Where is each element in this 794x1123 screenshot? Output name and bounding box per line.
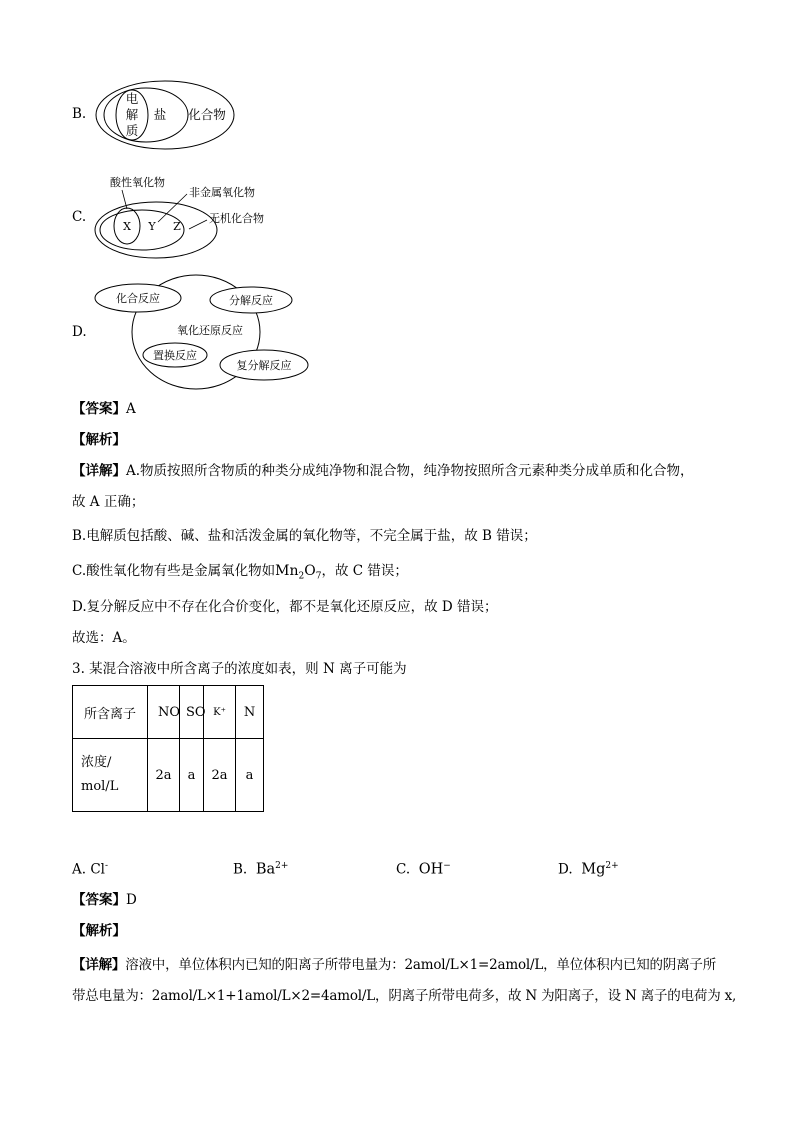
detail-text-4-pre: C.酸性氧化物有些是金属氧化物如 bbox=[72, 563, 276, 579]
q2-analysis-tag: 【解析】 bbox=[72, 432, 126, 448]
compound-label: 化合物 bbox=[188, 107, 226, 122]
table-cell: a bbox=[236, 739, 264, 812]
option-d-value: Mg bbox=[581, 861, 606, 878]
x-label: X bbox=[123, 220, 131, 233]
diagram-c bbox=[92, 172, 292, 264]
redox-label: 氧化还原反应 bbox=[177, 324, 243, 337]
option-b-sup: 2+ bbox=[275, 861, 289, 871]
q2-detail-line-2: 故 A 正确； bbox=[72, 494, 145, 510]
option-a-sup: - bbox=[105, 861, 109, 871]
q2-detail-line-1 bbox=[72, 461, 694, 481]
diagram-b bbox=[90, 78, 250, 152]
displacement-label: 置换反应 bbox=[153, 349, 197, 362]
detail-text-1: A.物质按照所含物质的种类分成纯净物和混合物，纯净物按照所含元素种类分成单质和化合物， bbox=[126, 463, 694, 479]
table-cell: a bbox=[180, 739, 204, 812]
option-c-sup: − bbox=[443, 861, 451, 871]
nonmetal-oxide-pointer bbox=[158, 194, 187, 222]
decomposition-label: 分解反应 bbox=[229, 294, 273, 307]
q2-detail-line-5: D.复分解反应中不存在化合价变化，都不是氧化还原反应，故 D 错误； bbox=[72, 599, 498, 615]
table-header-cell: K⁺ bbox=[204, 686, 236, 739]
table-label-cell bbox=[73, 739, 148, 812]
option-a-label: A. bbox=[72, 861, 87, 878]
detail-tag: 【详解】 bbox=[72, 957, 126, 973]
q2-detail-line-3: B.电解质包括酸、碱、盐和活泼金属的氧化物等，不完全属于盐，故 B 错误； bbox=[72, 528, 537, 544]
answer-tag: 【答案】 bbox=[72, 401, 126, 417]
y-label: Y bbox=[148, 220, 156, 233]
q3-option-d bbox=[558, 856, 619, 880]
q2-answer bbox=[72, 399, 136, 419]
nonmetal-oxide-label: 非金属氧化物 bbox=[189, 186, 255, 199]
electrolyte-char-2: 解 bbox=[125, 107, 139, 122]
detail-text-4-post: ，故 C 错误； bbox=[321, 563, 408, 579]
answer-value: A bbox=[126, 401, 136, 417]
salt-label: 盐 bbox=[153, 107, 167, 122]
unit-label: mol/L bbox=[81, 779, 119, 794]
double-decomposition-label: 复分解反应 bbox=[236, 359, 292, 372]
q3-stem: 3. 某混合溶液中所含离子的浓度如表，则 N 离子可能为 bbox=[72, 661, 407, 677]
concentration-label: 浓度/ bbox=[81, 755, 112, 770]
table-header-cell: N bbox=[236, 686, 264, 739]
electrolyte-char-3: 质 bbox=[125, 123, 139, 138]
table-cell: 2a bbox=[148, 739, 180, 812]
option-b-value: Ba bbox=[255, 861, 276, 878]
q3-option-c bbox=[396, 856, 451, 880]
answer-tag: 【答案】 bbox=[72, 892, 126, 908]
option-c-value: OH bbox=[418, 861, 444, 878]
inorganic-label: 无机化合物 bbox=[209, 212, 264, 225]
formula-o: O bbox=[304, 563, 316, 579]
diagram-d bbox=[92, 270, 314, 392]
option-b-label: B. bbox=[72, 106, 87, 122]
middle-ellipse-nonmetal-oxide bbox=[100, 210, 184, 250]
combination-label: 化合反应 bbox=[116, 292, 160, 305]
formula-o-sub: 7 bbox=[315, 571, 322, 582]
q2-detail-line-6: 故选：A。 bbox=[72, 630, 136, 646]
detail-tag: 【详解】 bbox=[72, 463, 126, 479]
option-d-label: D. bbox=[72, 324, 87, 340]
electrolyte-char-1: 电 bbox=[125, 91, 139, 106]
q3-detail-line-1 bbox=[72, 955, 716, 975]
option-c-label: C. bbox=[396, 861, 411, 878]
table-header-cell: 所含离子 bbox=[73, 686, 148, 739]
acidic-oxide-label: 酸性氧化物 bbox=[110, 176, 165, 189]
ion-concentration-table bbox=[72, 685, 264, 812]
option-d-label: D. bbox=[558, 861, 573, 878]
option-b-label: B. bbox=[233, 861, 248, 878]
q3-answer bbox=[72, 890, 137, 910]
middle-ellipse-salt bbox=[104, 88, 188, 142]
option-d-sup: 2+ bbox=[605, 861, 619, 871]
detail-text-1: 溶液中，单位体积内已知的阳离子所带电量为：2amol/L×1=2amol/L，单位体积内已知的阴离子所 bbox=[125, 957, 717, 973]
outer-ellipse-inorganic bbox=[95, 202, 217, 258]
option-c-label: C. bbox=[72, 209, 87, 225]
formula-mn: Mn bbox=[275, 563, 299, 579]
table-row bbox=[73, 686, 264, 739]
answer-value: D bbox=[126, 892, 137, 908]
q3-detail-line-2: 带总电量为：2amol/L×1+1amol/L×2=4amol/L，阴离子所带电荷多，故 N 为阳离子，设 N 离子的电荷为 x, bbox=[72, 988, 737, 1004]
z-label: Z bbox=[173, 220, 181, 233]
q3-analysis-tag: 【解析】 bbox=[72, 923, 126, 939]
inorganic-pointer bbox=[189, 220, 207, 229]
q3-option-b bbox=[233, 856, 288, 880]
formula-mn-sub: 2 bbox=[298, 571, 305, 582]
table-cell: 2a bbox=[204, 739, 236, 812]
table-row bbox=[73, 739, 264, 812]
q3-option-a bbox=[72, 856, 108, 880]
table-header-cell: NO bbox=[148, 686, 180, 739]
table-header-cell: SO bbox=[180, 686, 204, 739]
option-a-value: Cl bbox=[90, 861, 105, 878]
q2-detail-line-4 bbox=[72, 561, 408, 587]
